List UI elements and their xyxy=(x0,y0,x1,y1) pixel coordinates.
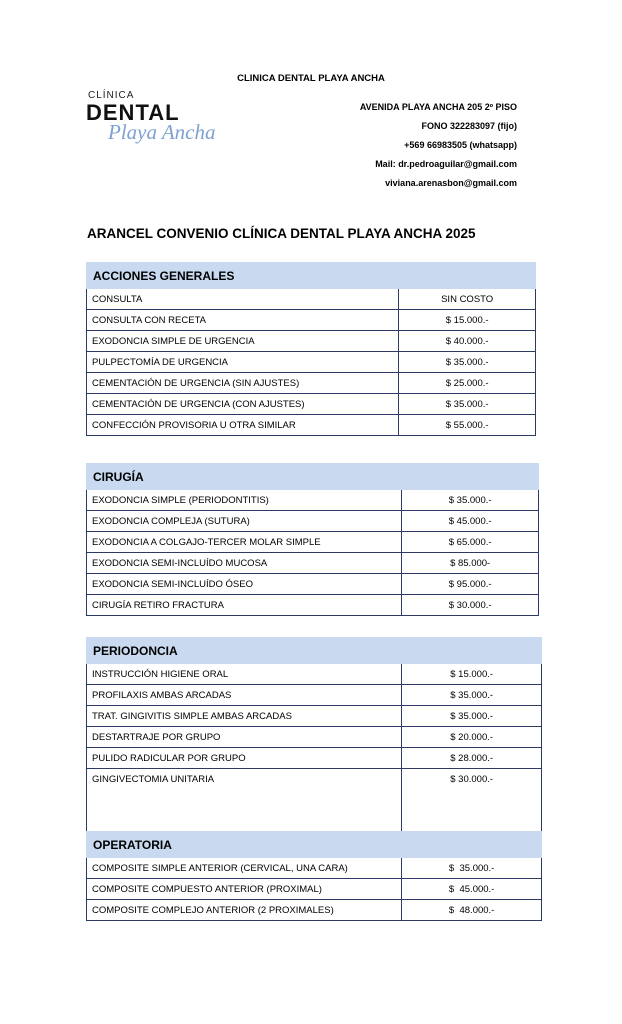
service-price: $ 35.000.- xyxy=(402,490,539,511)
table-row xyxy=(87,394,536,415)
service-name: PULIDO RADICULAR POR GRUPO xyxy=(87,748,402,769)
service-price: $ 55.000.- xyxy=(399,415,536,436)
table-row xyxy=(87,900,542,921)
service-price: $ 28.000.- xyxy=(402,748,542,769)
service-name: COMPOSITE COMPLEJO ANTERIOR (2 PROXIMALES) xyxy=(87,900,402,921)
service-price: $ 35.000.- xyxy=(402,858,542,879)
contact-phone: FONO 322283097 (fijo) xyxy=(421,121,517,131)
table-row xyxy=(87,706,542,727)
section-title: OPERATORIA xyxy=(87,832,542,858)
table-row xyxy=(87,879,542,900)
service-name: COMPOSITE COMPUESTO ANTERIOR (PROXIMAL) xyxy=(87,879,402,900)
service-price: $ 30.000.- xyxy=(402,769,542,839)
section-title: ACCIONES GENERALES xyxy=(87,263,536,289)
contact-address: AVENIDA PLAYA ANCHA 205 2º PISO xyxy=(359,102,517,112)
table-row xyxy=(87,553,539,574)
service-price: $ 65.000.- xyxy=(402,532,539,553)
contact-whatsapp: +569 66983505 (whatsapp) xyxy=(404,140,517,150)
service-name: GINGIVECTOMIA UNITARIA xyxy=(87,769,402,839)
service-name: CONFECCIÓN PROVISORIA U OTRA SIMILAR xyxy=(87,415,399,436)
service-price: $ 45.000.- xyxy=(402,511,539,532)
service-price: $ 35.000.- xyxy=(402,706,542,727)
service-name: EXODONCIA SEMI-INCLUÍDO ÓSEO xyxy=(87,574,402,595)
service-name: EXODONCIA SEMI-INCLUÍDO MUCOSA xyxy=(87,553,402,574)
service-name: CONSULTA CON RECETA xyxy=(87,310,399,331)
service-name: EXODONCIA A COLGAJO-TERCER MOLAR SIMPLE xyxy=(87,532,402,553)
logo-line-2: DENTAL xyxy=(86,100,180,125)
table-row xyxy=(87,289,536,310)
service-price: $ 48.000.- xyxy=(402,900,542,921)
section-title: PERIODONCIA xyxy=(87,638,542,664)
service-name: TRAT. GINGIVITIS SIMPLE AMBAS ARCADAS xyxy=(87,706,402,727)
service-name: INSTRUCCIÓN HIGIENE ORAL xyxy=(87,664,402,685)
table-row xyxy=(87,331,536,352)
table-row xyxy=(87,685,542,706)
service-name: CEMENTACIÓN DE URGENCIA (CON AJUSTES) xyxy=(87,394,399,415)
contact-block xyxy=(360,98,517,193)
service-price: $ 30.000.- xyxy=(402,595,539,616)
service-price: $ 35.000.- xyxy=(402,685,542,706)
service-name: EXODONCIA SIMPLE (PERIODONTITIS) xyxy=(87,490,402,511)
service-name: COMPOSITE SIMPLE ANTERIOR (CERVICAL, UNA CARA) xyxy=(87,858,402,879)
table-row xyxy=(87,310,536,331)
table-row xyxy=(87,769,542,839)
logo-line-1: CLÍNICA xyxy=(88,90,135,101)
service-name: CONSULTA xyxy=(87,289,399,310)
table-row xyxy=(87,595,539,616)
service-price: $ 15.000.- xyxy=(402,664,542,685)
clinic-header-title: CLINICA DENTAL PLAYA ANCHA xyxy=(237,73,385,84)
service-name: PROFILAXIS AMBAS ARCADAS xyxy=(87,685,402,706)
table-row xyxy=(87,858,542,879)
service-price: $ 35.000.- xyxy=(399,352,536,373)
table-row xyxy=(87,664,542,685)
contact-email-2[interactable]: viviana.arenasbon@gmail.com xyxy=(385,178,517,188)
table-row xyxy=(87,511,539,532)
service-price: $ 45.000.- xyxy=(402,879,542,900)
logo-line-3: Playa Ancha xyxy=(108,120,216,144)
service-name: EXODONCIA SIMPLE DE URGENCIA xyxy=(87,331,399,352)
table-row xyxy=(87,727,542,748)
service-price: $ 25.000.- xyxy=(399,373,536,394)
table-row xyxy=(87,373,536,394)
table-row xyxy=(87,352,536,373)
service-price: $ 35.000.- xyxy=(399,394,536,415)
section-periodoncia xyxy=(86,637,542,839)
document-title: ARANCEL CONVENIO CLÍNICA DENTAL PLAYA ANCHA 2025 xyxy=(87,226,476,241)
table-row xyxy=(87,532,539,553)
section-operatoria xyxy=(86,831,542,921)
service-name: DESTARTRAJE POR GRUPO xyxy=(87,727,402,748)
service-name: CEMENTACIÓN DE URGENCIA (SIN AJUSTES) xyxy=(87,373,399,394)
contact-email-1[interactable]: Mail: dr.pedroaguilar@gmail.com xyxy=(375,159,517,169)
service-price: $ 40.000.- xyxy=(399,331,536,352)
section-cirugia xyxy=(86,463,539,616)
table-row xyxy=(87,748,542,769)
service-price: $ 85.000- xyxy=(402,553,539,574)
section-acciones-generales xyxy=(86,262,536,436)
service-price: SIN COSTO xyxy=(399,289,536,310)
table-row xyxy=(87,415,536,436)
section-title: CIRUGÍA xyxy=(87,464,539,490)
clinic-logo xyxy=(86,90,236,160)
table-row xyxy=(87,574,539,595)
service-price: $ 15.000.- xyxy=(399,310,536,331)
service-price: $ 20.000.- xyxy=(402,727,542,748)
service-name: PULPECTOMÍA DE URGENCIA xyxy=(87,352,399,373)
service-name: EXODONCIA COMPLEJA (SUTURA) xyxy=(87,511,402,532)
service-name: CIRUGÍA RETIRO FRACTURA xyxy=(87,595,402,616)
table-row xyxy=(87,490,539,511)
service-price: $ 95.000.- xyxy=(402,574,539,595)
